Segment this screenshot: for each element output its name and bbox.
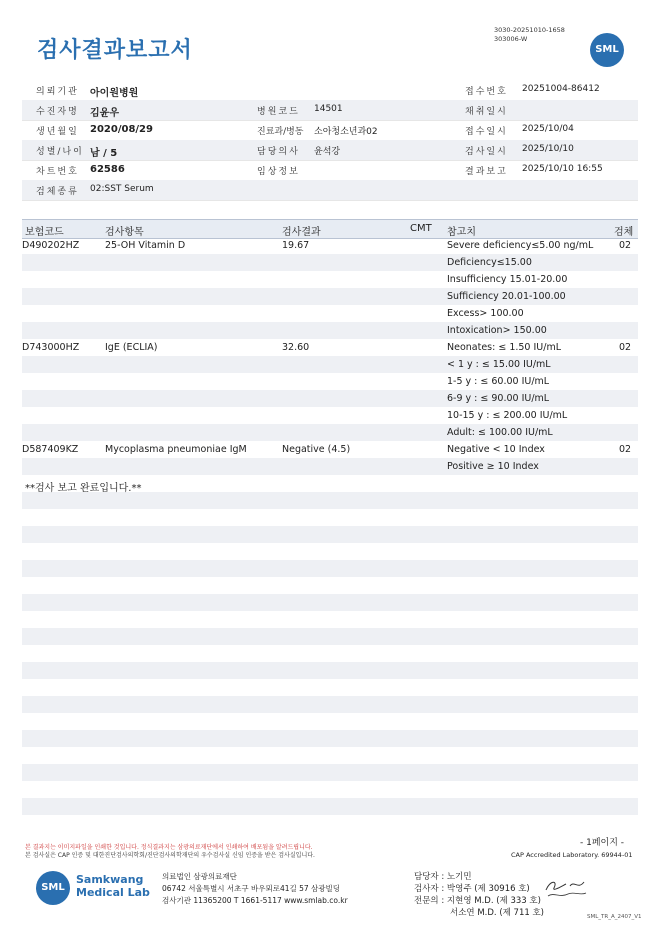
page-number: - 1페이지 - <box>580 838 625 848</box>
doctor-value: 윤석강 <box>314 147 341 157</box>
reference-range-line: Excess> 100.00 <box>447 308 524 319</box>
result-code: D743000HZ <box>22 342 80 353</box>
info-row-institution <box>22 80 638 101</box>
reference-range-line: Insufficiency 15.01-20.00 <box>447 274 568 285</box>
doctor-label: 담당의사 <box>257 147 300 157</box>
print-notice: 본 결과지는 이미지파일을 인쇄한 것입니다. 정식결과지는 삼광의료재단에서 인쇄하여 배포됨을 알려드립니다. <box>25 844 313 851</box>
cap-notice: 본 검사실은 CAP 인증 및 대한진단검사의학회/진단검사의학재단의 우수검사실 신임 인증을 받은 검사실입니다. <box>25 852 315 859</box>
result-item: 25-OH Vitamin D <box>105 240 186 251</box>
address-line-2: 06742 서울특별시 서초구 바우뫼로41길 57 삼광빌딩 <box>162 884 341 893</box>
info-row-name <box>22 100 638 121</box>
reference-range-line: 6-9 y : ≤ 90.00 IU/mL <box>447 393 550 404</box>
result-item: IgE (ECLIA) <box>105 342 158 353</box>
specimen-value: 02:SST Serum <box>90 184 154 194</box>
name-value: 김윤우 <box>90 108 119 119</box>
reference-range-line: < 1 y : ≤ 15.00 IU/mL <box>447 359 551 370</box>
row-band <box>22 254 638 271</box>
footer-sml-logo: SML <box>36 871 70 905</box>
sml-logo: SML <box>590 33 624 67</box>
col-cmt: CMT <box>410 223 432 234</box>
sex-age-value: 남 / 5 <box>90 148 118 159</box>
results-table-header <box>22 219 638 239</box>
row-band <box>22 798 638 815</box>
reference-range-line: Severe deficiency≤5.00 ng/mL <box>447 240 594 251</box>
row-band <box>22 458 638 475</box>
receipt-no-value: 20251004-86412 <box>522 84 600 94</box>
staff-list <box>414 871 544 919</box>
reference-range-line: 10-15 y : ≤ 200.00 IU/mL <box>447 410 568 421</box>
reference-range-line: Deficiency≤15.00 <box>447 257 532 268</box>
row-band <box>22 764 638 781</box>
reference-range-line: Negative < 10 Index <box>447 444 545 455</box>
sex-age-label: 성별/나이 <box>36 147 84 157</box>
chart-no-label: 차트번호 <box>36 167 79 177</box>
company-address <box>162 871 348 907</box>
result-value: 19.67 <box>282 240 310 251</box>
hospital-code-value: 14501 <box>314 104 343 114</box>
staff-tester: 검사자 : 박영주 (제 30916 호) <box>414 884 530 894</box>
info-row-chart <box>22 160 638 181</box>
reference-range-line: Adult: ≤ 100.00 IU/mL <box>447 427 553 438</box>
reference-range-line: Neonates: ≤ 1.50 IU/mL <box>447 342 561 353</box>
doc-id-line-2: 303006-W <box>494 35 528 43</box>
hospital-code-label: 병원코드 <box>257 107 300 117</box>
receipt-date-value: 2025/10/04 <box>522 124 574 134</box>
test-date-value: 2025/10/10 <box>522 144 574 154</box>
dob-label: 생년월일 <box>36 127 79 137</box>
form-code: SML_TR_A_2407_V1 <box>587 914 642 920</box>
address-line-1: 의료법인 삼광의료재단 <box>162 872 237 881</box>
institution-value: 아이원병원 <box>90 88 139 99</box>
clinical-label: 임상정보 <box>257 167 300 177</box>
row-band <box>22 628 638 645</box>
report-date-value: 2025/10/10 16:55 <box>522 164 603 174</box>
col-item: 검사항목 <box>105 227 144 238</box>
result-value: Negative (4.5) <box>282 444 351 455</box>
result-specimen: 02 <box>619 342 632 353</box>
test-date-label: 검사일시 <box>465 147 508 157</box>
row-band <box>22 730 638 747</box>
dept-label: 진료과/병동 <box>257 127 304 137</box>
row-band <box>22 594 638 611</box>
row-band <box>22 696 638 713</box>
receipt-no-label: 접수번호 <box>465 87 508 97</box>
report-date-label: 결과보고 <box>465 167 508 177</box>
row-band <box>22 492 638 509</box>
institution-label: 의뢰기관 <box>36 87 79 97</box>
row-band <box>22 662 638 679</box>
document-id <box>494 26 565 44</box>
receipt-date-label: 접수일시 <box>465 127 508 137</box>
reference-range-line: 1-5 y : ≤ 60.00 IU/mL <box>447 376 550 387</box>
specimen-label: 검체종류 <box>36 187 79 197</box>
row-band <box>22 526 638 543</box>
staff-specialist-1: 전문의 : 지현영 M.D. (제 333 호) <box>414 896 541 906</box>
collection-date-label: 채취일시 <box>465 107 508 117</box>
staff-specialist-2: 서소연 M.D. (제 711 호) <box>450 908 545 918</box>
dept-value: 소아청소년과02 <box>314 127 378 137</box>
result-item: Mycoplasma pneumoniae IgM <box>105 444 247 455</box>
reference-range-line: Sufficiency 20.01-100.00 <box>447 291 566 302</box>
chart-no-value: 62586 <box>90 164 125 175</box>
col-result: 검사결과 <box>282 227 321 238</box>
signature-icon <box>540 876 590 900</box>
result-code: D587409KZ <box>22 444 79 455</box>
col-specimen: 검체 <box>614 227 634 238</box>
result-specimen: 02 <box>619 240 632 251</box>
row-band <box>22 560 638 577</box>
report-complete-text: **검사 보고 완료입니다.** <box>25 483 142 494</box>
col-code: 보험코드 <box>25 227 64 238</box>
dob-value: 2020/08/29 <box>90 124 153 135</box>
company-name <box>76 873 150 899</box>
company-line-1: Samkwang <box>76 873 144 886</box>
info-row-dob <box>22 120 638 141</box>
staff-manager: 담당자 : 노기민 <box>414 872 472 882</box>
address-line-3: 검사기관 11365200 T 1661-5117 www.smlab.co.kr <box>162 896 348 905</box>
result-specimen: 02 <box>619 444 632 455</box>
result-code: D490202HZ <box>22 240 80 251</box>
info-row-sex <box>22 140 638 161</box>
reference-range-line: Positive ≥ 10 Index <box>447 461 539 472</box>
reference-range-line: Intoxication> 150.00 <box>447 325 547 336</box>
company-line-2: Medical Lab <box>76 886 150 899</box>
result-value: 32.60 <box>282 342 310 353</box>
cap-accreditation: CAP Accredited Laboratory. 69944-01 <box>511 851 633 859</box>
report-title: 검사결과보고서 <box>37 38 193 63</box>
info-row-specimen <box>22 180 638 201</box>
col-ref: 참고치 <box>447 227 476 238</box>
name-label: 수진자명 <box>36 107 79 117</box>
doc-id-line-1: 3030-20251010-1658 <box>494 26 565 34</box>
